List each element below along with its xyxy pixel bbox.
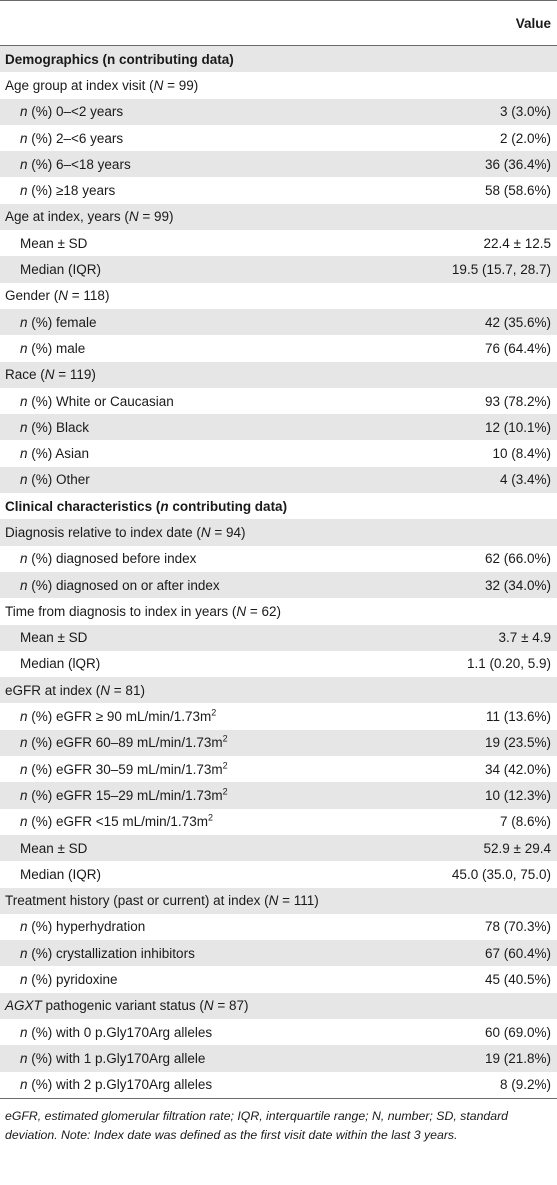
row-value: 4 (3.4%) [499, 472, 551, 488]
row-label: n (%) eGFR 60–89 $mL/\min/1.73m^2$ [20, 733, 228, 751]
table-row [0, 809, 557, 835]
row-value: 3.7 ± 4.9 [498, 630, 551, 646]
row-value: 2 (2.0%) [499, 130, 551, 146]
row-value: 19 (23.5%) [484, 735, 551, 751]
row-label: n (%) with 2 p.Gly170Arg alleles [20, 1077, 213, 1093]
table-row [0, 362, 557, 388]
section-clinical [0, 493, 557, 519]
table-row [0, 940, 557, 966]
row-value: 78 (70.3%) [484, 919, 551, 935]
table-row [0, 546, 557, 572]
row-label: n (%) 2–<6 years [20, 130, 124, 146]
table-row [0, 309, 557, 335]
row-value: 10 (12.3%) [484, 787, 551, 803]
row-label: n (%) eGFR 15–29 $mL/\min/1.73m^2$ [20, 786, 228, 803]
row-label: n (%) White or Caucasian [20, 393, 174, 409]
row-value: 19 (21.8%) [484, 1050, 551, 1066]
row-label: n (%) Black [20, 419, 90, 435]
table-row [0, 888, 557, 914]
row-label: AGXT pathogenic variant status (N = 87) [5, 998, 249, 1014]
row-label: Age group at index visit (N = 99) [5, 77, 199, 93]
row-label: n (%) eGFR 30–59 $mL/\min/1.73m^2$ [20, 760, 228, 777]
table-row [0, 283, 557, 309]
row-label: Median (IQR) [20, 866, 102, 882]
table-row [0, 703, 557, 729]
row-label: Mean ± SD [20, 235, 88, 251]
row-value: 7 (8.6%) [499, 814, 551, 830]
table-row [0, 467, 557, 493]
table-row [0, 625, 557, 651]
row-label: n (%) diagnosed on or after index [20, 577, 220, 593]
table-row [0, 861, 557, 887]
row-label: n (%) Other [20, 472, 90, 488]
table-row [0, 72, 557, 98]
row-label: Diagnosis relative to index date (N = 94) [5, 524, 246, 540]
table-row [0, 993, 557, 1019]
row-label: eGFR at index (N = 81) [5, 682, 145, 698]
row-value: 60 (69.0%) [484, 1024, 551, 1040]
row-label: n (%) hyperhydration [20, 919, 146, 935]
table-row [0, 256, 557, 282]
table-row [0, 388, 557, 414]
table-row [0, 598, 557, 624]
table-row [0, 230, 557, 256]
row-value: 76 (64.4%) [484, 340, 551, 356]
table-row [0, 782, 557, 808]
row-label: n (%) diagnosed before index [20, 551, 197, 567]
section-demographics [0, 46, 557, 72]
row-value: 52.9 ± 29.4 [483, 840, 551, 856]
table-row [0, 519, 557, 545]
row-value: 45.0 (35.0, 75.0) [451, 866, 551, 882]
table-row [0, 99, 557, 125]
row-label: Race (N = 119) [5, 367, 96, 383]
table-row [0, 677, 557, 703]
row-label: n (%) male [20, 340, 86, 356]
row-label: n (%) female [20, 314, 97, 330]
row-value: 62 (66.0%) [484, 551, 551, 567]
row-label: n (%) ≥18 years [20, 183, 116, 199]
row-label: Gender (N = 118) [5, 288, 110, 304]
row-value: 32 (34.0%) [484, 577, 551, 593]
row-label: n (%) with 0 p.Gly170Arg alleles [20, 1024, 213, 1040]
row-value: 10 (8.4%) [492, 446, 551, 462]
table-row [0, 335, 557, 361]
row-label: n (%) with 1 p.Gly170Arg allele [20, 1050, 206, 1066]
row-value: 19.5 (15.7, 28.7) [451, 262, 551, 278]
header-value: Value [515, 15, 551, 31]
row-label: n (%) eGFR ≥ 90 $mL/\min/1.73m^2$ [20, 707, 217, 725]
row-value: 42 (35.6%) [484, 314, 551, 330]
table-row [0, 1045, 557, 1071]
table-row [0, 756, 557, 782]
row-label: n (%) crystallization inhibitors [20, 945, 195, 961]
row-value: 11 (13.6%) [485, 709, 551, 725]
row-label: n (%) 0–<2 years [20, 104, 124, 120]
row-label: Time from diagnosis to index in years (N = 62) [5, 603, 281, 619]
row-value: 1.1 (0.20, 5.9) [466, 656, 551, 672]
row-value: 22.4 ± 12.5 [483, 235, 551, 251]
row-value: 3 (3.0%) [499, 104, 551, 120]
table-row [0, 125, 557, 151]
row-value: 45 (40.5%) [484, 972, 551, 988]
row-label: n (%) eGFR <15 $mL/\min/1.73m^2$ [20, 812, 213, 830]
row-label: Median (lQR) [20, 656, 101, 672]
row-value: 67 (60.4%) [484, 945, 551, 961]
row-label: Mean ± SD [20, 840, 88, 856]
row-value: 36 (36.4%) [484, 156, 551, 172]
section-title: Demographics (n contributing data) [5, 51, 234, 67]
table-row [0, 651, 557, 677]
row-label: Median (IQR) [20, 262, 102, 278]
table-row [0, 151, 557, 177]
table-row [0, 914, 557, 940]
row-value: 8 (9.2%) [499, 1077, 551, 1093]
table-row [0, 440, 557, 466]
row-value: 58 (58.6%) [484, 183, 551, 199]
table-row [0, 730, 557, 756]
table-row [0, 1072, 557, 1098]
row-label: Age at index, years (N = 99) [5, 209, 174, 225]
row-label: n (%) 6–<18 years [20, 156, 131, 172]
row-label: Treatment history (past or current) at index (N = 111) [5, 893, 319, 909]
table-row [0, 835, 557, 861]
row-label: n (%) Asian [20, 446, 90, 462]
table-row [0, 572, 557, 598]
row-value: 12 (10.1%) [484, 419, 551, 435]
table-row [0, 1019, 557, 1045]
row-label: Mean ± SD [20, 630, 88, 646]
table-row [0, 204, 557, 230]
row-value: 34 (42.0%) [484, 761, 551, 777]
section-title: Clinical characteristics (n contributing data) [5, 498, 288, 514]
row-value: 93 (78.2%) [484, 393, 551, 409]
table-row [0, 414, 557, 440]
table-footnote: eGFR, estimated glomerular filtration rate; IQR, interquartile range; N, number; SD, standard deviation. Note: Index date was defined as the first visit date within the last 3 years. [5, 1108, 509, 1142]
table-row [0, 966, 557, 992]
table-header [0, 1, 557, 46]
row-label: n (%) pyridoxine [20, 972, 118, 988]
table-row [0, 177, 557, 203]
